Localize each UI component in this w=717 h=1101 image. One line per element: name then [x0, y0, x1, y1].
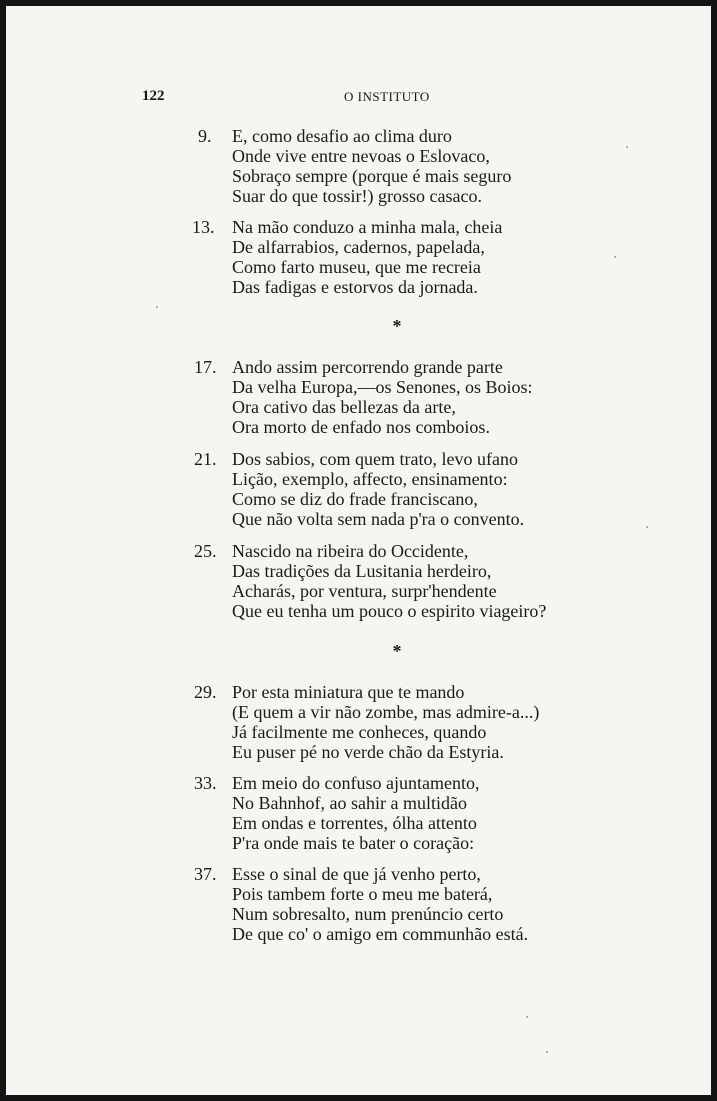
stanza-number: 17. [194, 357, 217, 377]
stanza-number: 13. [192, 217, 215, 237]
verse-line: (E quem a vir não zombe, mas admire-a...) [232, 702, 540, 722]
book-page [6, 6, 711, 1095]
stanza-lines [232, 541, 546, 621]
stanza-lines [232, 773, 479, 853]
paper-speck [614, 256, 616, 258]
verse-line: Ando assim percorrendo grande parte [232, 357, 503, 377]
verse-line: Que eu tenha um pouco o espirito viageiro? [232, 601, 547, 621]
verse-line: Num sobresalto, num prenúncio certo [232, 904, 504, 924]
paper-speck [526, 1016, 528, 1018]
stanza-number: 33. [194, 773, 217, 793]
verse-line: Já facilmente me conheces, quando [232, 722, 487, 742]
verse-line: Das tradições da Lusitania herdeiro, [232, 561, 492, 581]
verse-line: Em ondas e torrentes, ólha attento [232, 813, 477, 833]
stanza-lines [232, 357, 532, 437]
verse-line: De que co' o amigo em communhão está. [232, 924, 529, 944]
verse-line: Em meio do confuso ajuntamento, [232, 773, 480, 793]
verse-line: Como farto museu, que me recreia [232, 257, 481, 277]
verse-line: Esse o sinal de que já venho perto, [232, 864, 481, 884]
verse-line: Acharás, por ventura, surpr'hendente [232, 581, 497, 601]
verse-line: Como se diz do frade franciscano, [232, 489, 478, 509]
section-separator: * [392, 641, 402, 661]
running-title: O INSTITUTO [344, 89, 430, 104]
verse-line: Sobraço sempre (porque é mais seguro [232, 166, 512, 186]
page-number: 122 [142, 88, 165, 104]
paper-speck [626, 146, 628, 148]
stanza-number: 29. [194, 682, 217, 702]
verse-line: No Bahnhof, ao sahir a multidão [232, 793, 467, 813]
section-separator: * [392, 316, 402, 336]
verse-line: E, como desafio ao clima duro [232, 126, 452, 146]
verse-line: Pois tambem forte o meu me baterá, [232, 884, 493, 904]
paper-speck [546, 1051, 548, 1053]
verse-line: Nascido na ribeira do Occidente, [232, 541, 469, 561]
verse-line: P'ra onde mais te bater o coração: [232, 833, 475, 853]
verse-line: Que não volta sem nada p'ra o convento. [232, 509, 525, 529]
verse-line: Ora cativo das bellezas da arte, [232, 397, 456, 417]
stanza-lines [232, 864, 528, 944]
verse-line: Eu puser pé no verde chão da Estyria. [232, 742, 504, 762]
stanza-number: 9. [198, 126, 212, 146]
paper-speck [646, 526, 648, 528]
stanza-lines [232, 682, 539, 762]
verse-line: Das fadigas e estorvos da jornada. [232, 277, 478, 297]
stanza-number: 21. [194, 449, 217, 469]
verse-line: De alfarrabios, cadernos, papelada, [232, 237, 485, 257]
verse-line: Ora morto de enfado nos comboios. [232, 417, 490, 437]
verse-line: Lição, exemplo, affecto, ensinamento: [232, 469, 508, 489]
verse-line: Dos sabios, com quem trato, levo ufano [232, 449, 518, 469]
verse-line: Na mão conduzo a minha mala, cheia [232, 217, 503, 237]
verse-line: Por esta miniatura que te mando [232, 682, 465, 702]
stanza-lines [232, 126, 511, 206]
verse-line: Onde vive entre nevoas o Eslovaco, [232, 146, 490, 166]
verse-line: Da velha Europa,—os Senones, os Boios: [232, 377, 533, 397]
stanza-lines [232, 449, 524, 529]
paper-speck [156, 306, 158, 308]
stanza-lines [232, 217, 502, 297]
stanza-number: 25. [194, 541, 217, 561]
stanza-number: 37. [194, 864, 217, 884]
verse-line: Suar do que tossir!) grosso casaco. [232, 186, 482, 206]
page-header [6, 88, 711, 108]
